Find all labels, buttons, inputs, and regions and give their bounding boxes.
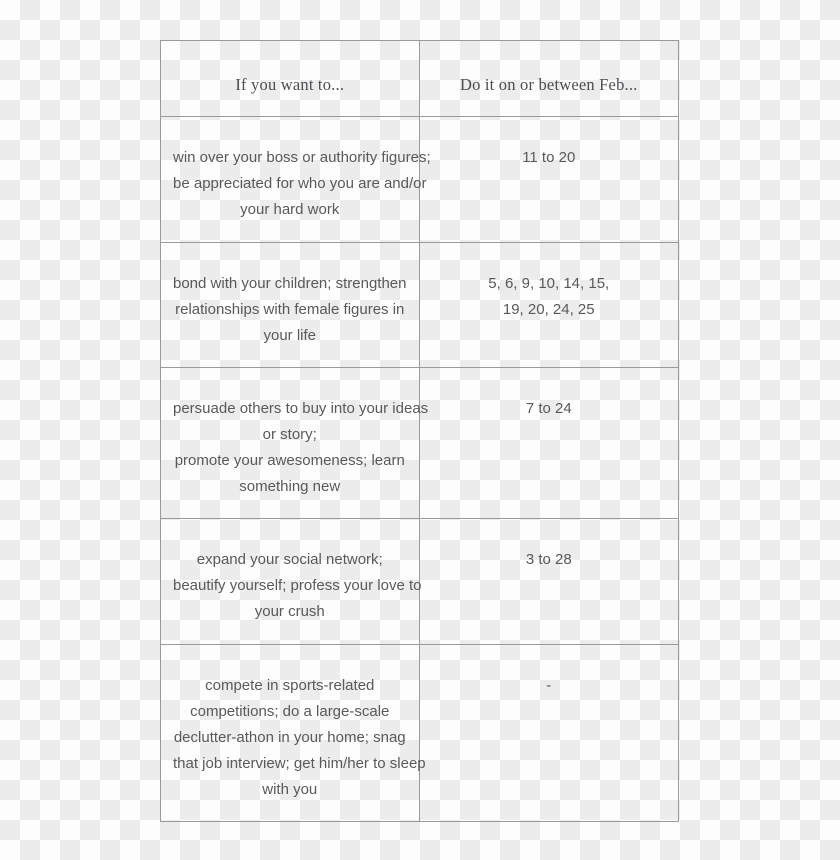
cell-text-line: be appreciated for who you are and/or <box>173 175 427 192</box>
table-row <box>161 242 678 367</box>
table-header-row <box>161 41 678 116</box>
cell-text-line: win over your boss or authority figures; <box>173 149 431 166</box>
cell-text-line: - <box>546 677 552 694</box>
table-body <box>161 116 678 821</box>
cell-text-line: compete in sports-related <box>205 677 375 694</box>
table-row <box>161 518 678 644</box>
dates-cell <box>420 117 679 242</box>
cell-text-line: competitions; do a large-scale <box>190 703 390 720</box>
cell-text-line: that job interview; get him/her to sleep <box>173 755 426 772</box>
cell-text-line: promote your awesomeness; learn <box>174 452 405 469</box>
cell-text-line: 5, 6, 9, 10, 14, 15, <box>488 275 610 292</box>
cell-text-line: persuade others to buy into your ideas <box>173 400 429 417</box>
february-dates-table <box>160 40 679 822</box>
header-do-it-on-or-between-feb: Do it on or between Feb... <box>460 74 638 94</box>
cell-text-line: something new <box>239 478 341 495</box>
cell-text-line: 19, 20, 24, 25 <box>502 301 595 318</box>
cell-text-line: relationships with female figures in <box>175 301 405 318</box>
dates-cell <box>420 368 679 518</box>
cell-text-line: 3 to 28 <box>525 551 572 568</box>
cell-text-line: or story; <box>262 426 317 443</box>
header-if-you-want-to: If you want to... <box>161 41 420 116</box>
dates-cell <box>420 645 679 821</box>
want-cell <box>161 645 426 821</box>
want-cell <box>161 117 431 242</box>
cell-text-line: beautify yourself; profess your love to <box>173 577 422 594</box>
cell-text-line: your crush <box>254 603 325 620</box>
dates-cell <box>420 519 679 644</box>
table-row <box>161 116 678 242</box>
want-cell <box>161 243 420 367</box>
cell-text-line: expand your social network; <box>196 551 383 568</box>
cell-text-line: bond with your children; strengthen <box>173 275 407 292</box>
cell-text-line: your hard work <box>240 201 340 218</box>
cell-text-line: 7 to 24 <box>525 400 572 417</box>
cell-text-line: with you <box>262 781 318 798</box>
cell-text-line: 11 to 20 <box>522 149 576 166</box>
table-row <box>161 367 678 518</box>
cell-text-line: your life <box>263 327 317 344</box>
want-cell <box>161 519 420 644</box>
cell-text-line: declutter-athon in your home; snag <box>173 729 406 746</box>
dates-cell <box>420 243 679 367</box>
want-cell <box>161 368 429 518</box>
table-row <box>161 644 678 821</box>
